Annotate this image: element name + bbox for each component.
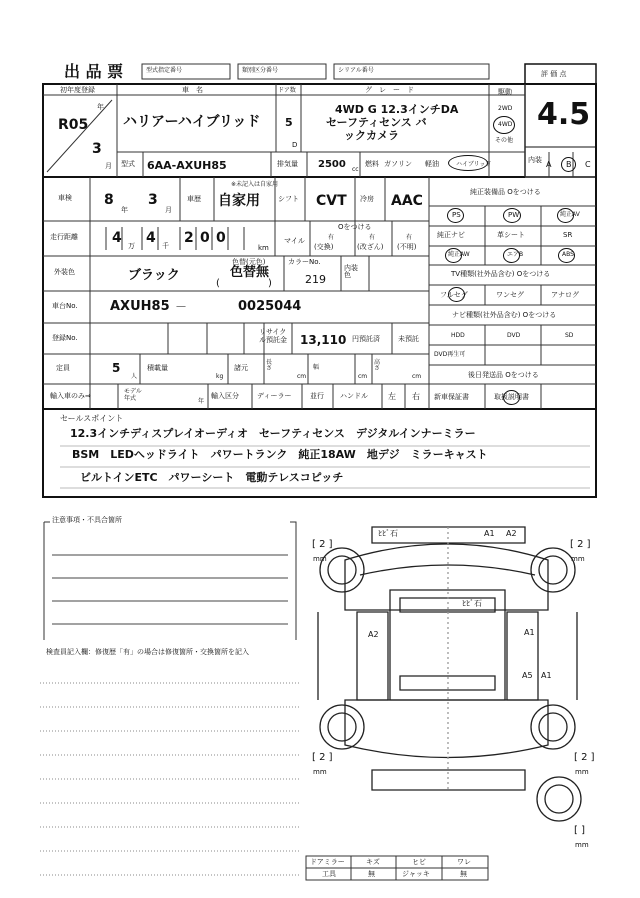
later-title: 後日発送品 Oをつける bbox=[468, 371, 539, 379]
capacity-unit: 人 bbox=[131, 373, 138, 380]
equip-av-circle bbox=[557, 208, 574, 223]
diagram-mark-5: A2 bbox=[368, 630, 379, 639]
tv-oneseg: ワンセグ bbox=[496, 291, 524, 299]
equip-pw-circle bbox=[503, 208, 521, 223]
import-class-label: 輸入区分 bbox=[211, 392, 239, 400]
mileage-digit-5: 0 bbox=[216, 230, 226, 246]
diagram-mark-3: A2 bbox=[506, 529, 517, 538]
model-year-label: モデル年式 bbox=[124, 388, 142, 402]
dvd-label: DVD再生可 bbox=[434, 351, 466, 358]
equip-leather: 革シート bbox=[497, 231, 525, 239]
mileage-label: 走行距離 bbox=[50, 233, 78, 241]
drive-label: 駆動 bbox=[498, 88, 512, 96]
car-name-label: 車 名 bbox=[182, 86, 203, 94]
odo-replaced: (交換) bbox=[314, 243, 334, 251]
mileage-digit-2: 4 bbox=[146, 230, 156, 246]
length-label: 長さ bbox=[266, 359, 273, 372]
width-label: 幅 bbox=[313, 364, 320, 371]
footer-jack: ジャッキ bbox=[402, 870, 430, 878]
navi-hdd: HDD bbox=[451, 332, 465, 339]
tire-fr-unit: mm bbox=[571, 555, 585, 563]
model-label: 型式 bbox=[121, 160, 135, 168]
load-label: 積載量 bbox=[147, 364, 168, 372]
insp-year: 8 bbox=[104, 192, 114, 208]
car-name: ハリアーハイブリッド bbox=[123, 114, 261, 130]
height-label: 高さ bbox=[374, 359, 381, 372]
drive-4wd: 4WD bbox=[498, 121, 513, 128]
tv-fullseg: フルセグ bbox=[440, 291, 468, 299]
chassis-label: 車台No. bbox=[52, 302, 78, 310]
load-unit: kg bbox=[216, 373, 224, 380]
odo-unknown-mark: 有 bbox=[406, 234, 413, 241]
history: 自家用 bbox=[218, 193, 260, 209]
tire-rl-depth: [ 2 ] bbox=[312, 752, 333, 763]
sales-line-3: ビルトインETC パワーシート 電動テレスコピッチ bbox=[80, 471, 344, 484]
grade-label: グ レ ー ド bbox=[365, 86, 414, 94]
first-reg-label: 初年度登録 bbox=[60, 86, 95, 94]
capacity: 5 bbox=[112, 361, 121, 375]
first-reg-year: R05 bbox=[58, 117, 89, 133]
tire-spare-depth: [ ] bbox=[574, 825, 585, 836]
repaint-paren-open: ( bbox=[216, 278, 220, 289]
form-title: 出 品 票 bbox=[64, 62, 124, 81]
equipment-title: 純正装備品 Oをつける bbox=[470, 188, 541, 196]
door-label: ドア数 bbox=[278, 87, 296, 94]
disp-unit: cc bbox=[352, 166, 359, 173]
odo-circle-note: Oをつける bbox=[338, 223, 372, 231]
diagram-mark-2: A1 bbox=[484, 529, 495, 538]
fuel-diesel: 軽油 bbox=[425, 160, 439, 168]
ext-color-label: 外装色 bbox=[54, 268, 75, 276]
handle-left: 左 bbox=[388, 392, 396, 401]
interior-b: B bbox=[566, 160, 572, 169]
recycle-unit: 円預託済 bbox=[352, 335, 380, 343]
diagram-mark-7: A5 bbox=[522, 671, 533, 680]
equip-abs: ABS bbox=[562, 251, 574, 258]
tire-fl-depth: [ 2 ] bbox=[312, 539, 333, 550]
tv-title: TV種類(社外品含む) Oをつける bbox=[451, 270, 551, 278]
sales-line-1: 12.3インチディスプレイオーディオ セーフティセンス デジタルインナーミラー bbox=[70, 427, 476, 440]
footer-scratch: キズ bbox=[366, 858, 380, 866]
footer-jack-value: 無 bbox=[460, 870, 467, 878]
form-label-serial: シリアル番号 bbox=[338, 67, 374, 74]
equip-ps-circle bbox=[447, 208, 464, 223]
fuel-label: 燃料 bbox=[365, 160, 379, 168]
int-color-label: 内装色 bbox=[344, 264, 358, 279]
grade-points-label: 評 価 点 bbox=[541, 70, 567, 78]
equip-abs-circle bbox=[558, 248, 575, 263]
fuel-hybrid: ハイブリッド bbox=[456, 161, 492, 168]
ext-color: ブラック bbox=[128, 268, 180, 283]
import-label: 輸入車のみ⇒ bbox=[50, 392, 91, 400]
mileage-digit-1: 4 bbox=[112, 230, 122, 246]
insp-month: 3 bbox=[148, 192, 158, 208]
diagram-mark-8: A1 bbox=[541, 671, 552, 680]
chassis-no: 0025044 bbox=[238, 299, 302, 314]
equip-av: 純正AV bbox=[560, 211, 580, 218]
navi-sd: SD bbox=[565, 332, 574, 339]
footer-crack: ヒビ bbox=[412, 858, 426, 866]
interior-c: C bbox=[585, 160, 591, 169]
equip-pw: PW bbox=[508, 211, 520, 219]
drive-4wd-circle bbox=[493, 116, 515, 134]
ac: AAC bbox=[391, 193, 423, 209]
shift: CVT bbox=[316, 193, 347, 209]
chassis-prefix: AXUH85 bbox=[110, 299, 170, 314]
footer-tools-value: 無 bbox=[368, 870, 375, 878]
odo-tampered: (改ざん) bbox=[357, 243, 384, 251]
door-suffix: D bbox=[292, 141, 298, 149]
equip-aw-circle bbox=[445, 248, 462, 263]
first-reg-month: 3 bbox=[92, 141, 102, 157]
sales-line-2: BSM LEDヘッドライト パワートランク 純正18AW 地デジ ミラーキャスト bbox=[72, 448, 488, 461]
tv-analog: アナログ bbox=[551, 291, 579, 299]
inspector-note: 検査員記入欄：修復歴「有」の場合は修復箇所・交換箇所を記入 bbox=[46, 648, 249, 656]
recycle-label: リサイクル預託金 bbox=[259, 328, 287, 345]
footer-tools: 工具 bbox=[322, 870, 336, 878]
repaint-label: 色替(元色) bbox=[232, 258, 266, 266]
grade-line2: セーフティセンス バ bbox=[326, 116, 427, 129]
inspection-label: 車検 bbox=[58, 194, 72, 202]
ac-label: 冷房 bbox=[360, 195, 374, 203]
navi-title: ナビ種類(社外品含む) Oをつける bbox=[452, 311, 557, 319]
capacity-label: 定員 bbox=[56, 364, 70, 372]
year-unit: 年 bbox=[97, 103, 104, 111]
dims-label: 諸元 bbox=[234, 364, 248, 372]
interior-a: A bbox=[546, 160, 552, 169]
grade-line1: 4WD G 12.3インチDA bbox=[335, 103, 459, 116]
interior-label: 内装 bbox=[528, 156, 542, 164]
reg-no-label: 登録No. bbox=[52, 334, 78, 342]
height-unit: cm bbox=[412, 373, 422, 380]
tire-spare-unit: mm bbox=[575, 841, 589, 849]
model: 6AA-AXUH85 bbox=[147, 159, 227, 172]
repaint: 色替無 bbox=[230, 265, 270, 280]
odo-unknown: (不明) bbox=[397, 243, 417, 251]
navi-dvd: DVD bbox=[507, 332, 521, 339]
diagram-mark-1: ﾋﾋﾞ石 bbox=[378, 529, 398, 538]
mileage-sen: 千 bbox=[162, 242, 169, 250]
history-label: 車歴 bbox=[187, 195, 201, 203]
tire-rr-depth: [ 2 ] bbox=[574, 752, 595, 763]
equip-ps: PS bbox=[452, 211, 461, 219]
model-year-suffix: 年 bbox=[198, 398, 205, 405]
odo-replaced-mark: 有 bbox=[328, 234, 335, 241]
doors: 5 bbox=[285, 116, 293, 129]
equip-airbag: エアB bbox=[507, 251, 524, 258]
drive-2wd: 2WD bbox=[498, 105, 513, 112]
repaint-paren-close: ) bbox=[268, 278, 272, 289]
disp-label: 排気量 bbox=[277, 160, 298, 168]
color-no-label: カラーNo. bbox=[288, 258, 321, 266]
later-warranty: 新車保証書 bbox=[434, 393, 469, 401]
insp-year-unit: 年 bbox=[121, 206, 128, 214]
grade-line3: ックカメラ bbox=[344, 129, 399, 142]
later-manual-circle bbox=[503, 390, 520, 405]
mile-label: マイル bbox=[284, 237, 305, 245]
grade-points: 4.5 bbox=[537, 97, 591, 132]
odo-tampered-mark: 有 bbox=[369, 234, 376, 241]
fuel-hybrid-circle bbox=[448, 155, 488, 171]
diagram-mark-6: A1 bbox=[524, 628, 535, 637]
tire-fr-depth: [ 2 ] bbox=[570, 539, 591, 550]
month-unit: 月 bbox=[105, 162, 112, 170]
displacement: 2500 bbox=[318, 159, 346, 170]
tire-rl-unit: mm bbox=[313, 768, 327, 776]
equip-aw: 純正AW bbox=[448, 251, 470, 258]
import-dealer: ディーラー bbox=[257, 392, 292, 400]
tire-fl-unit: mm bbox=[313, 555, 327, 563]
equip-sr: SR bbox=[563, 231, 573, 239]
chassis-dash: － bbox=[175, 300, 188, 314]
tv-fullseg-circle bbox=[448, 287, 465, 302]
shift-label: シフト bbox=[278, 195, 299, 203]
mileage-digit-3: 2 bbox=[184, 230, 194, 246]
diagram-mark-4: ﾋﾋﾞ石 bbox=[462, 599, 482, 608]
mileage-digit-4: 0 bbox=[200, 230, 210, 246]
fuel-gasoline: ガソリン bbox=[384, 160, 412, 168]
footer-break: ワレ bbox=[457, 858, 471, 866]
form-label-class: 類別区分番号 bbox=[242, 67, 279, 74]
interior-b-circle bbox=[561, 157, 576, 172]
insp-month-unit: 月 bbox=[165, 206, 172, 214]
notes-title: 注意事項・不具合箇所 bbox=[52, 516, 122, 524]
recycle-no: 未預託 bbox=[398, 335, 419, 343]
history-note: ※未記入は自家用 bbox=[231, 181, 279, 188]
later-manual: 取扱説明書 bbox=[494, 393, 529, 401]
handle-label: ハンドル bbox=[340, 392, 368, 400]
mileage-man: 万 bbox=[128, 242, 135, 250]
equip-airbag-circle bbox=[503, 248, 520, 263]
length-unit: cm bbox=[297, 373, 307, 380]
drive-other: その他 bbox=[495, 137, 514, 144]
recycle: 13,110 bbox=[300, 333, 347, 347]
handle-right: 右 bbox=[412, 392, 420, 401]
width-unit: cm bbox=[358, 373, 368, 380]
sales-label: セールスポイント bbox=[60, 414, 124, 423]
import-parallel: 並行 bbox=[310, 392, 324, 400]
footer-door-mirror: ドアミラー bbox=[310, 858, 345, 866]
form-label-type: 型式指定番号 bbox=[146, 67, 183, 74]
tire-rr-unit: mm bbox=[575, 768, 589, 776]
equip-navi: 純正ナビ bbox=[437, 231, 465, 239]
color-no: 219 bbox=[305, 273, 326, 286]
km-unit: km bbox=[258, 244, 269, 252]
